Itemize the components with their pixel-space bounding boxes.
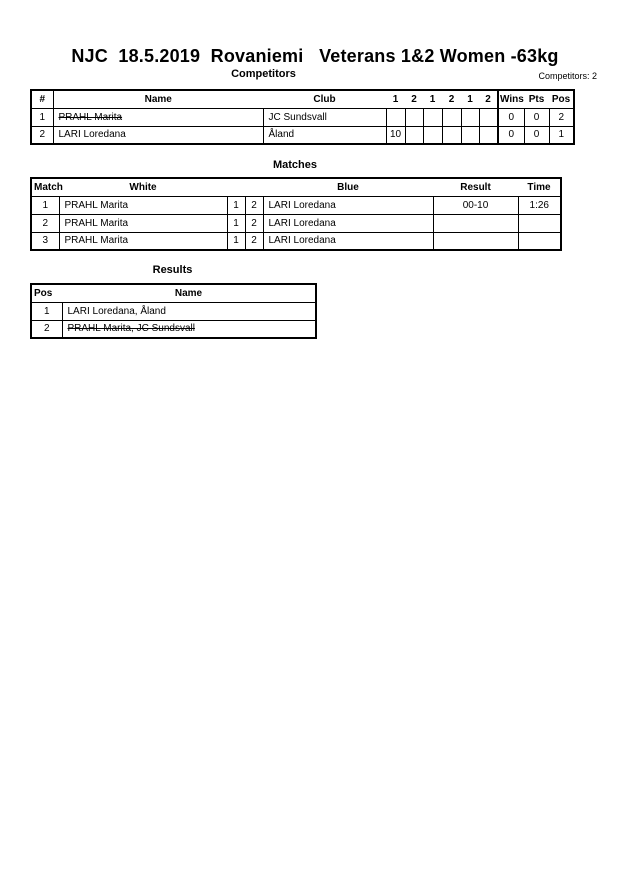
matches-header-row — [31, 178, 561, 196]
match-time: 1:26 — [518, 196, 561, 214]
competitors-col-round3b: 2 — [479, 90, 498, 108]
score-cell — [423, 126, 442, 144]
results-header-row — [31, 284, 316, 302]
match-number: 2 — [31, 214, 59, 232]
result-row — [31, 320, 316, 338]
match-blue-num: 2 — [245, 196, 263, 214]
score-cell — [461, 108, 479, 126]
match-white-name: PRAHL Marita — [59, 232, 227, 250]
match-result — [433, 232, 518, 250]
match-time — [518, 214, 561, 232]
competitor-pts: 0 — [524, 108, 549, 126]
competitors-col-round2b: 2 — [442, 90, 461, 108]
matches-col-match: Match — [31, 178, 59, 196]
results-col-name: Name — [62, 284, 316, 302]
competitor-number: 2 — [31, 126, 53, 144]
competitors-col-club: Club — [263, 90, 386, 108]
match-blue-name: LARI Loredana — [263, 232, 433, 250]
competitors-col-wins: Wins — [498, 90, 524, 108]
competitors-col-round1a: 1 — [386, 90, 405, 108]
competitors-count: Competitors: 2 — [538, 71, 597, 81]
score-cell — [423, 108, 442, 126]
match-row — [31, 232, 561, 250]
matches-col-result: Result — [433, 178, 518, 196]
match-number: 1 — [31, 196, 59, 214]
match-white-name: PRAHL Marita — [59, 196, 227, 214]
results-table — [30, 283, 317, 339]
match-blue-num: 2 — [245, 214, 263, 232]
competitor-row — [31, 126, 574, 144]
score-cell — [461, 126, 479, 144]
competitors-col-pts: Pts — [524, 90, 549, 108]
section-title-matches: Matches — [272, 159, 318, 171]
competitor-name: LARI Loredana — [53, 126, 263, 144]
match-result — [433, 214, 518, 232]
matches-col-blue-num — [245, 178, 263, 196]
match-white-name: PRAHL Marita — [59, 214, 227, 232]
score-cell — [442, 108, 461, 126]
competitor-row — [31, 108, 574, 126]
matches-col-white-num — [227, 178, 245, 196]
score-cell — [479, 108, 498, 126]
matches-col-time: Time — [518, 178, 561, 196]
competitors-col-round2a: 1 — [423, 90, 442, 108]
competitors-table — [30, 89, 575, 145]
result-pos: 1 — [31, 302, 62, 320]
score-cell — [442, 126, 461, 144]
results-col-pos: Pos — [31, 284, 62, 302]
match-blue-num: 2 — [245, 232, 263, 250]
matches-col-white: White — [59, 178, 227, 196]
score-cell — [405, 108, 423, 126]
match-result: 00-10 — [433, 196, 518, 214]
match-white-num: 1 — [227, 196, 245, 214]
competitor-wins: 0 — [498, 126, 524, 144]
match-time — [518, 232, 561, 250]
result-pos: 2 — [31, 320, 62, 338]
competitors-col-number: # — [31, 90, 53, 108]
competitor-club: JC Sundsvall — [263, 108, 386, 126]
matches-table — [30, 177, 562, 251]
match-row — [31, 196, 561, 214]
section-title-results: Results — [152, 264, 193, 276]
match-white-num: 1 — [227, 232, 245, 250]
score-cell — [386, 108, 405, 126]
result-name: PRAHL Marita, JC Sundsvall — [62, 320, 316, 338]
matches-col-blue: Blue — [263, 178, 433, 196]
score-cell: 10 — [386, 126, 405, 144]
competitor-name: PRAHL Marita — [53, 108, 263, 126]
competitors-col-name: Name — [53, 90, 263, 108]
competitor-pos: 2 — [549, 108, 574, 126]
competitors-header-row — [31, 90, 574, 108]
competitors-col-round3a: 1 — [461, 90, 479, 108]
match-blue-name: LARI Loredana — [263, 196, 433, 214]
match-white-num: 1 — [227, 214, 245, 232]
match-number: 3 — [31, 232, 59, 250]
score-cell — [479, 126, 498, 144]
section-title-competitors: Competitors — [231, 68, 296, 80]
competitors-col-pos: Pos — [549, 90, 574, 108]
score-cell — [405, 126, 423, 144]
competitor-number: 1 — [31, 108, 53, 126]
page-title: NJC 18.5.2019 Rovaniemi Veterans 1&2 Women -63kg — [71, 46, 559, 66]
match-row — [31, 214, 561, 232]
competitor-pos: 1 — [549, 126, 574, 144]
result-name: LARI Loredana, Åland — [62, 302, 316, 320]
competitors-col-round1b: 2 — [405, 90, 423, 108]
competitor-pts: 0 — [524, 126, 549, 144]
competitor-club: Åland — [263, 126, 386, 144]
result-row — [31, 302, 316, 320]
match-blue-name: LARI Loredana — [263, 214, 433, 232]
competitor-wins: 0 — [498, 108, 524, 126]
